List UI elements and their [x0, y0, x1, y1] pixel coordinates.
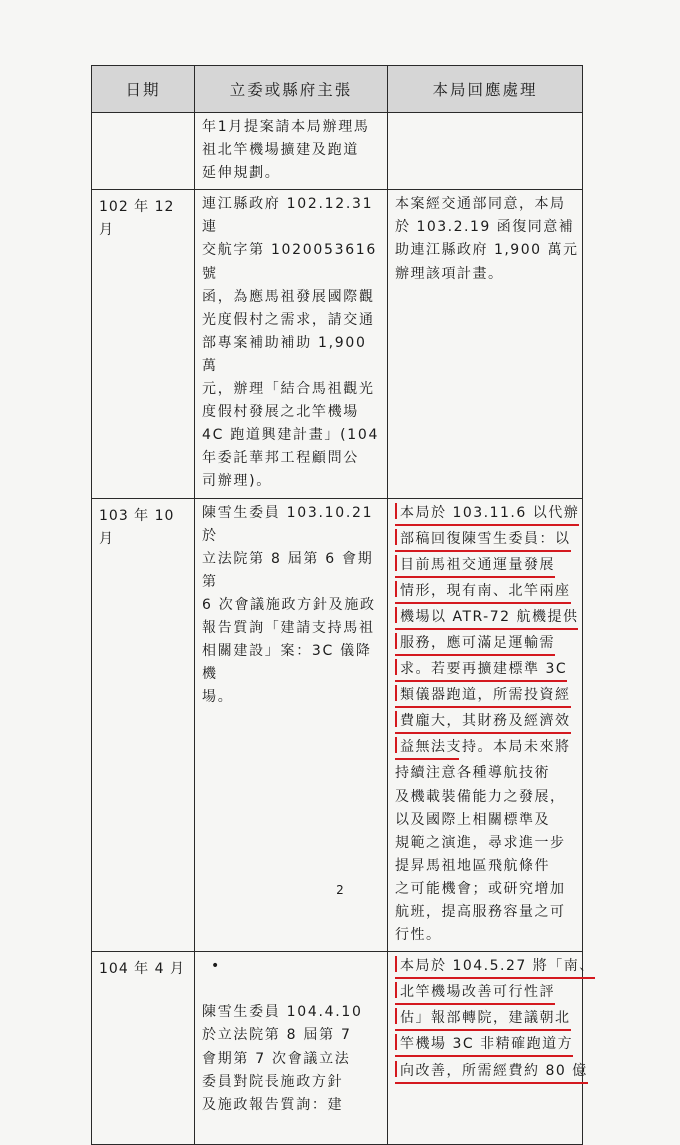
response-lines-104: [388, 952, 595, 1089]
response-line: 本局於 104.5.27 將「南、: [395, 956, 595, 979]
response-line: 航班，提高服務容量之可: [395, 904, 566, 920]
response-line: 目前馬祖交通運量發展: [395, 555, 555, 578]
header-claim: 立委或縣府主張: [195, 66, 388, 113]
response-line: 及機載裝備能力之發展，: [395, 788, 566, 805]
response-line: 向改善，所需經費約 80 億: [395, 1061, 588, 1084]
response-line: 服務，應可滿足運輸需: [395, 633, 555, 656]
response-line: 費龐大，其財務及經濟效: [395, 711, 571, 734]
header-response: 本局回應處理: [388, 66, 583, 113]
claim-cell: 年1月提案請本局辦理馬 祖北竿機場擴建及跑道 延伸規劃。: [195, 113, 388, 190]
response-line: 部稿回復陳雪生委員：以: [395, 529, 571, 552]
response-line: 竿機場 3C 非精確跑道方: [395, 1034, 573, 1057]
table-row: [92, 190, 583, 498]
response-cell: 本案經交通部同意，本局 於 103.2.19 函復同意補 助連江縣政府 1,900 萬元 辦理該項計畫。: [388, 190, 583, 498]
response-line: 規範之演進，尋求進一步: [395, 834, 566, 851]
claim-cell: [195, 952, 388, 1145]
claim-text: 陳雪生委員 104.4.10 於立法院第 8 屆第 7 會期第 7 次會議立法 委員對院長施政方針 及施政報告質詢：建: [202, 1004, 363, 1113]
response-line: 類儀器跑道，所需投資經: [395, 685, 571, 708]
header-date: 日期: [92, 66, 195, 113]
response-line: 提昇馬祖地區飛航條件: [395, 857, 550, 874]
response-line: 情形，現有南、北竿兩座: [395, 581, 571, 604]
response-line: 以及國際上相關標準及: [395, 811, 550, 828]
page-number: 2: [336, 883, 344, 897]
response-line: 北竿機場改善可行性評: [395, 982, 555, 1005]
bullet-icon: •: [211, 958, 221, 975]
table-row: [92, 952, 583, 1145]
claim-cell: 陳雪生委員 103.10.21 於 立法院第 8 屆第 6 會期第 6 次會議施政方針及施政 報告質詢「建請支持馬祖 相關建設」案：3C 儀降機 場。: [195, 498, 388, 952]
response-line: 機場以 ATR-72 航機提供: [395, 607, 578, 630]
response-line: 行性。: [395, 927, 442, 944]
date-cell: [92, 113, 195, 190]
response-cell: [388, 952, 595, 1145]
response-line: 持續注意各種導航技術: [395, 765, 550, 782]
table-row: [92, 113, 583, 190]
response-line: 之可能機會；或研究增加: [395, 880, 566, 897]
response-line: 求。若要再擴建標準 3C: [395, 659, 567, 682]
table-header-row: [92, 66, 583, 113]
response-line: 估」報部轉院，建議朝北: [395, 1008, 571, 1031]
response-line: 本局於 103.11.6 以代辦: [395, 503, 579, 526]
response-table: [91, 65, 595, 1145]
claim-cell: 連江縣政府 102.12.31 連 交航字第 1020053616 號 函，為應馬祖發展國際觀 光度假村之需求，請交通 部專案補助補助 1,900 萬 元，辦理「結合馬祖觀光 度假村發展之北竿機場 4C 跑道興建計畫」(104 年委託華邦工程顧問公 司辦理)。: [195, 190, 388, 498]
response-cell: [388, 113, 583, 190]
response-line: 益無法支持。本局未來將: [395, 737, 459, 760]
date-cell: 104 年 4 月: [92, 952, 195, 1145]
date-cell: 102 年 12 月: [92, 190, 195, 498]
date-cell: 103 年 10 月: [92, 498, 195, 952]
